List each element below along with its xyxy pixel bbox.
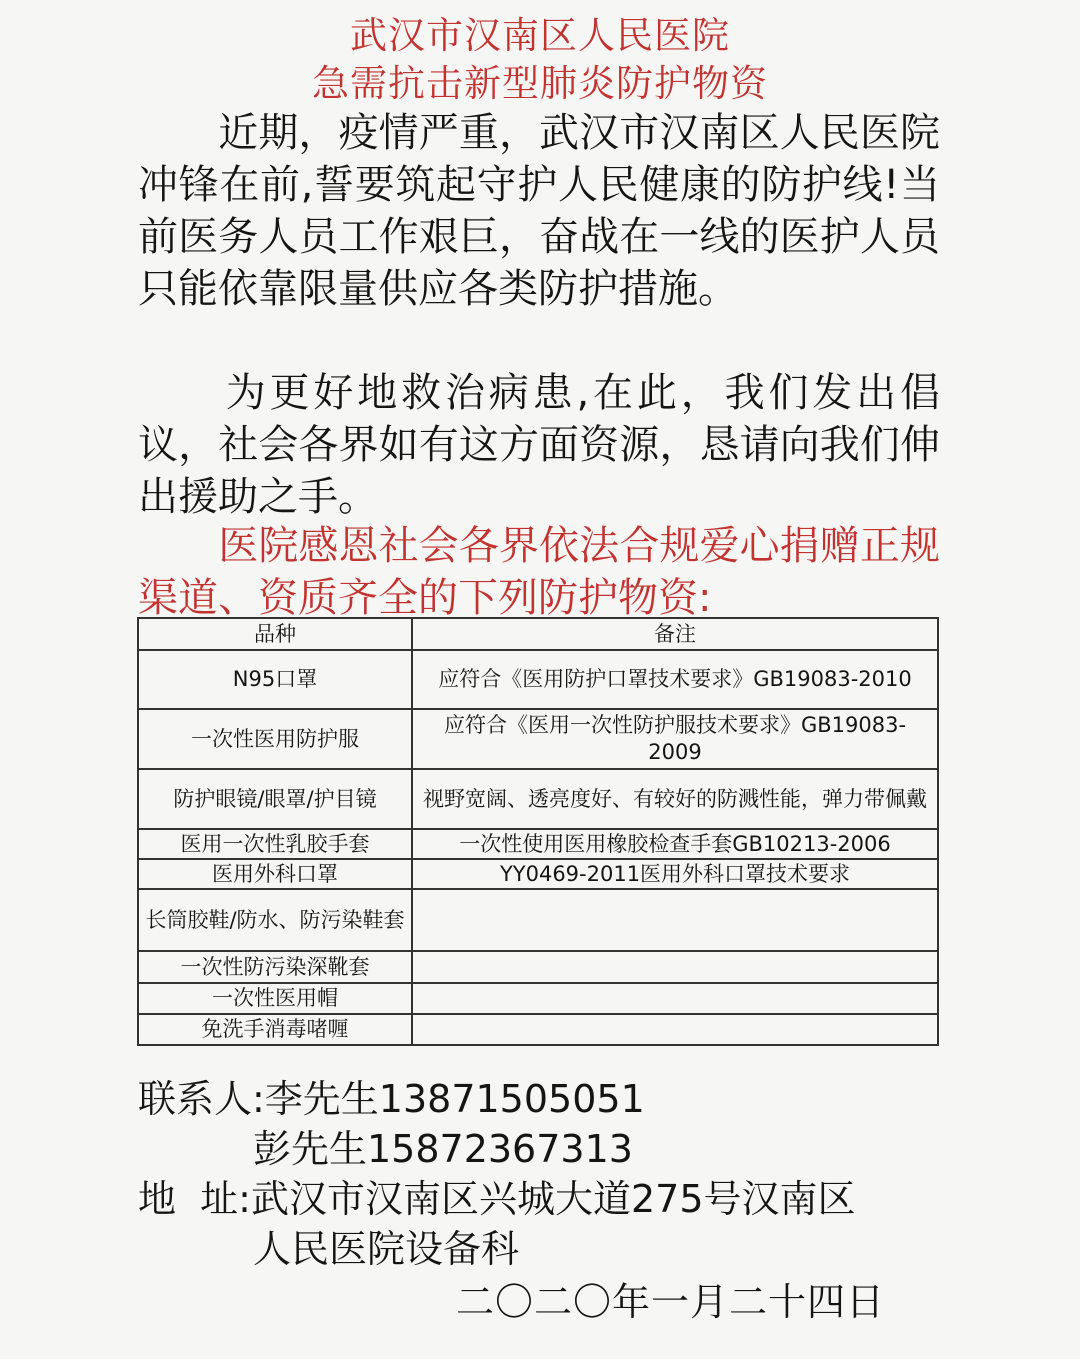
item-cell: 一次性防污染深靴套: [138, 951, 412, 983]
call-for-help-paragraph: 为更好地救治病患,在此，我们发出倡议，社会各界如有这方面资源，恳请向我们伸出援助之手。: [138, 370, 940, 520]
table-row: [138, 769, 938, 829]
item-cell: 长筒胶鞋/防水、防污染鞋套: [138, 889, 412, 951]
note-cell: [412, 1014, 938, 1045]
table-row: [138, 709, 938, 769]
appeal-paragraph: 近期，疫情严重，武汉市汉南区人民医院冲锋在前,誓要筑起守护人民健康的防护线!当前医务人员工作艰巨，奋战在一线的医护人员只能依靠限量供应各类防护措施。: [138, 110, 940, 312]
address-line2: 人民医院设备科: [253, 1227, 520, 1271]
item-cell: 免洗手消毒啫喱: [138, 1014, 412, 1045]
table-row: [138, 829, 938, 859]
table-row: [138, 951, 938, 983]
address-line1: 地 址:武汉市汉南区兴城大道275号汉南区: [138, 1177, 856, 1221]
item-cell: N95口罩: [138, 650, 412, 709]
header-note: 备注: [412, 618, 938, 650]
note-cell: 一次性使用医用橡胶检查手套GB10213-2006: [412, 829, 938, 859]
contact-person-peng: 彭先生15872367313: [253, 1127, 633, 1171]
table-row: [138, 889, 938, 951]
note-cell: [412, 983, 938, 1014]
contact-person-li: 联系人:李先生13871505051: [138, 1077, 645, 1121]
table-row: [138, 650, 938, 709]
notice-title-line1: 武汉市汉南区人民医院: [350, 14, 730, 57]
header-item: 品种: [138, 618, 412, 650]
table-header-row: [138, 618, 938, 650]
donation-request-paragraph: 医院感恩社会各界依法合规爱心捐赠正规渠道、资质齐全的下列防护物资:: [138, 523, 940, 621]
note-cell: 视野宽阔、透亮度好、有较好的防溅性能，弹力带佩戴: [412, 769, 938, 829]
note-cell: [412, 951, 938, 983]
note-cell: YY0469-2011医用外科口罩技术要求: [412, 859, 938, 889]
table-row: [138, 983, 938, 1014]
item-cell: 一次性医用帽: [138, 983, 412, 1014]
notice-title-line2: 急需抗击新型肺炎防护物资: [312, 62, 768, 105]
table-row: [138, 1014, 938, 1045]
item-cell: 医用外科口罩: [138, 859, 412, 889]
supplies-table: [137, 617, 939, 1046]
item-cell: 医用一次性乳胶手套: [138, 829, 412, 859]
item-cell: 一次性医用防护服: [138, 709, 412, 769]
note-cell: [412, 889, 938, 951]
note-cell: 应符合《医用防护口罩技术要求》GB19083-2010: [412, 650, 938, 709]
note-cell: 应符合《医用一次性防护服技术要求》GB19083-2009: [412, 709, 938, 769]
table-row: [138, 859, 938, 889]
notice-date: 二〇二〇年一月二十四日: [456, 1280, 886, 1324]
item-cell: 防护眼镜/眼罩/护目镜: [138, 769, 412, 829]
